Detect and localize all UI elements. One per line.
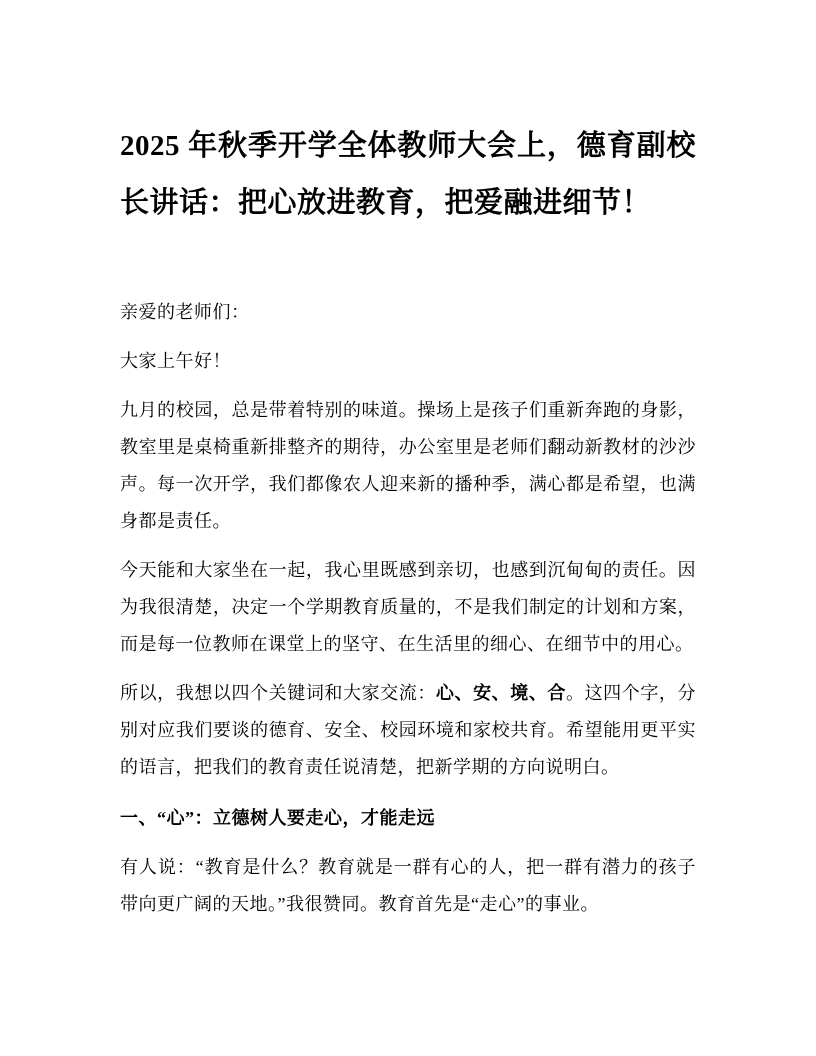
keywords-bold-text: 心、安、境、合 xyxy=(435,683,567,703)
body-paragraph-1: 九月的校园，总是带着特别的味道。操场上是孩子们重新奔跑的身影，教室里是桌椅重新排整齐的期待，办公室里是老师们翻动新教材的沙沙声。每一次开学，我们都像农人迎来新的播种季，满心都是希望，也满身都是责任。 xyxy=(120,400,696,531)
greeting-line: 大家上午好！ xyxy=(120,351,231,371)
document-body xyxy=(120,294,696,923)
body-paragraph-2: 今天能和大家坐在一起，我心里既感到亲切，也感到沉甸甸的责任。因为我很清楚，决定一个学期教育质量的，不是我们制定的计划和方案，而是每一位教师在课堂上的坚守、在生活里的细心、在细节中的用心。 xyxy=(120,560,696,654)
section-1-heading: 一、“心”：立德树人要走心，才能走远 xyxy=(120,808,435,828)
paragraph-3-lead-text: 所以，我想以四个关键词和大家交流： xyxy=(120,683,436,703)
paragraph-3-trailing-text: 。这四个字，分别对应我们要谈的德育、安全、校园环境和家校共育。希望能用更平实的语言，把我们的教育责任说清楚，把新学期的方向说明白。 xyxy=(120,683,697,777)
salutation-line: 亲爱的老师们： xyxy=(120,302,250,322)
body-paragraph-4: 有人说：“教育是什么？教育就是一群有心的人，把一群有潜力的孩子带向更广阔的天地。”我很赞同。教育首先是“走心”的事业。 xyxy=(120,857,696,914)
document-title: 2025 年秋季开学全体教师大会上，德育副校长讲话：把心放进教育，把爱融进细节！ xyxy=(120,130,696,219)
body-paragraph-3 xyxy=(120,675,696,786)
